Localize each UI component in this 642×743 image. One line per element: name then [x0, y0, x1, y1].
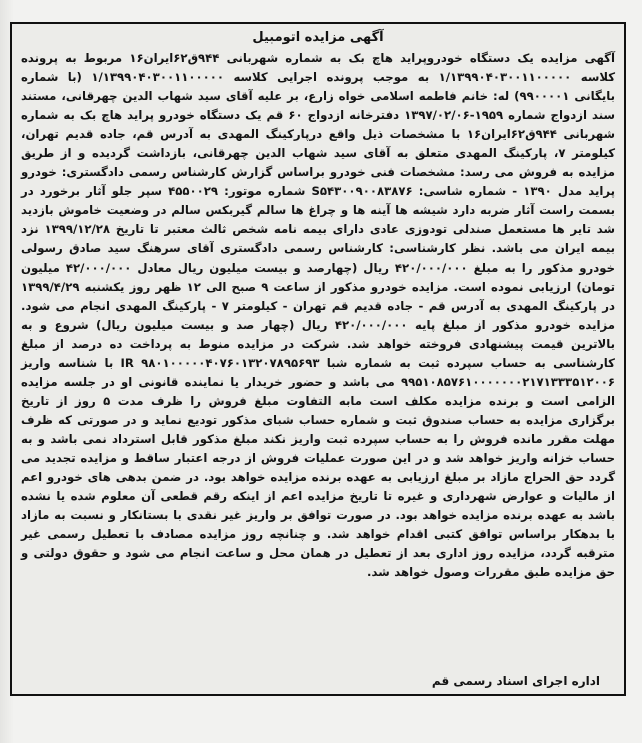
notice-title: آگهی مزایده اتومبیل [252, 30, 384, 45]
notice-signature: اداره اجرای اسناد رسمی قم [431, 674, 600, 688]
auction-notice-box [10, 22, 626, 696]
notice-body: آگهی مزایده یک دستگاه خودروپراید هاچ بک به شماره شهربانی ۹۴۴ق۶۲ایران۱۶ مربوط به پرونده کلاسه ۱/۱۳۹۹۰۴۰۳۰۰۱۱۰۰۰۰۰ به موجب پرونده اجرایی کلاسه ۱/۱۳۹۹۰۴۰۳۰۰۱۱۰۰۰۰۰ (با شماره بایگانی ۹۹۰۰۰۰۱) له: خانم فاطمه اسلامی خواه زارع، بر علیه آقای سید شهاب الدین چهرقانی، مستند سند ازدواج شماره ۱۹۵۹-۱۳۹۷/۰۲/۰۶ دفترخانه ازدواج ۶۰ قم یک دستگاه خودرو پراید هاچ بک به شماره شهربانی ۹۴۴ق۶۲ایران۱۶ با مشخصات ذیل واقع درپارکینگ المهدی به آدرس قم، جاده قدیم تهران، کیلومتر ۷، پارکینگ المهدی متعلق به آقای سید شهاب الدین چهرقانی، بازداشت گردیده و از طریق مزایده به فروش می رسد: مشخصات فنی خودرو براساس گزارش کارشناس رسمی دادگستری: خودرو پراید مدل ۱۳۹۰ - شماره شاسی: S۵۴۳۰۰۹۰۰۸۳۸۷۶ شماره موتور: ۴۵۵۰۰۲۹ سپر جلو آثار برخورد در بسمت راست آثار ضربه دارد شیشه ها آینه ها و چراغ ها سالم گیربکس سالم در وضعیت خاموش بازدید شد تایر ها مستعمل صندلی تودوزی عادی دارای بیمه نامه شخص ثالث معتبر تا تاریخ ۱۳۹۹/۱۲/۲۸ نزد بیمه ایران می باشد. نظر کارشناسی: کارشناس رسمی دادگستری آقای سرهنگ سید صادق رسولی خودرو مذکور را به مبلغ ۴۲۰/۰۰۰/۰۰۰ ریال (چهارصد و بیست میلیون ریال معادل ۴۲/۰۰۰/۰۰۰ میلیون تومان) ارزیابی نموده است. مزایده خودرو مذکور از ساعت ۹ صبح الی ۱۲ ظهر روز یکشنبه ۱۳۹۹/۴/۲۹ در پارکینگ المهدی به آدرس قم - جاده قدیم قم تهران - کیلومتر ۷ - پارکینگ المهدی انجام می شود. مزایده خودرو مذکور از مبلغ پایه ۴۲۰/۰۰۰/۰۰۰ ریال (چهار صد و بیست میلیون ریال) شروع و به بالاترین قیمت پیشنهادی فروخته خواهد شد. شرکت در مزایده منوط به پرداخت ده درصد از مبلغ کارشناسی به حساب سپرده ثبت به شماره شبا IR ۹۸۰۱۰۰۰۰۰۴۰۷۶۰۱۳۲۰۷۸۹۵۶۹۳ با شناسه واریز ۹۹۵۱۰۸۵۷۶۱۰۰۰۰۰۰۰۲۱۷۱۳۳۳۵۱۲۰۰۶ می باشد و حضور خریدار یا نماینده قانونی او در جلسه مزایده الزامی است و برنده مزایده مکلف است مابه التفاوت مبلغ فروش را ظرف مدت ۵ روز از تاریخ برگزاری مزایده به حساب صندوق ثبت و شماره حساب شبای مذکور تودیع نماید و در صورتی که ظرف مهلت مقرر مانده فروش را به حساب سپرده ثبت واریز نکند مبلغ مذکور قابل استرداد نمی باشد و به حساب خزانه واریز خواهد شد و در این صورت عملیات فروش از درجه اعتبار ساقط و مزایده تجدید می گردد حق الحراج مازاد بر مبلغ ارزیابی به عهده برنده مزایده خواهد بود. در ضمن بدهی های خودرو اعم از مالیات و عوارض شهرداری و غیره تا تاریخ مزایده اعم از اینکه رقم قطعی آن معلوم شده یا نشده باشد به عهده برنده مزایده خواهد بود. در صورت توافق بر واریز غیر نقدی با بستانکار و نسبت به مازاد با بدهکار براساس توافق کتبی اقدام خواهد شد. و چنانچه روز مزایده مصادف با تعطیل رسمی غیر مترقبه گردد، مزایده روز اداری بعد از تعطیل در همان محل و ساعت انجام می شود و حقوق دولتی و حق مزایده طبق مقررات وصول خواهد شد. [21, 51, 616, 580]
